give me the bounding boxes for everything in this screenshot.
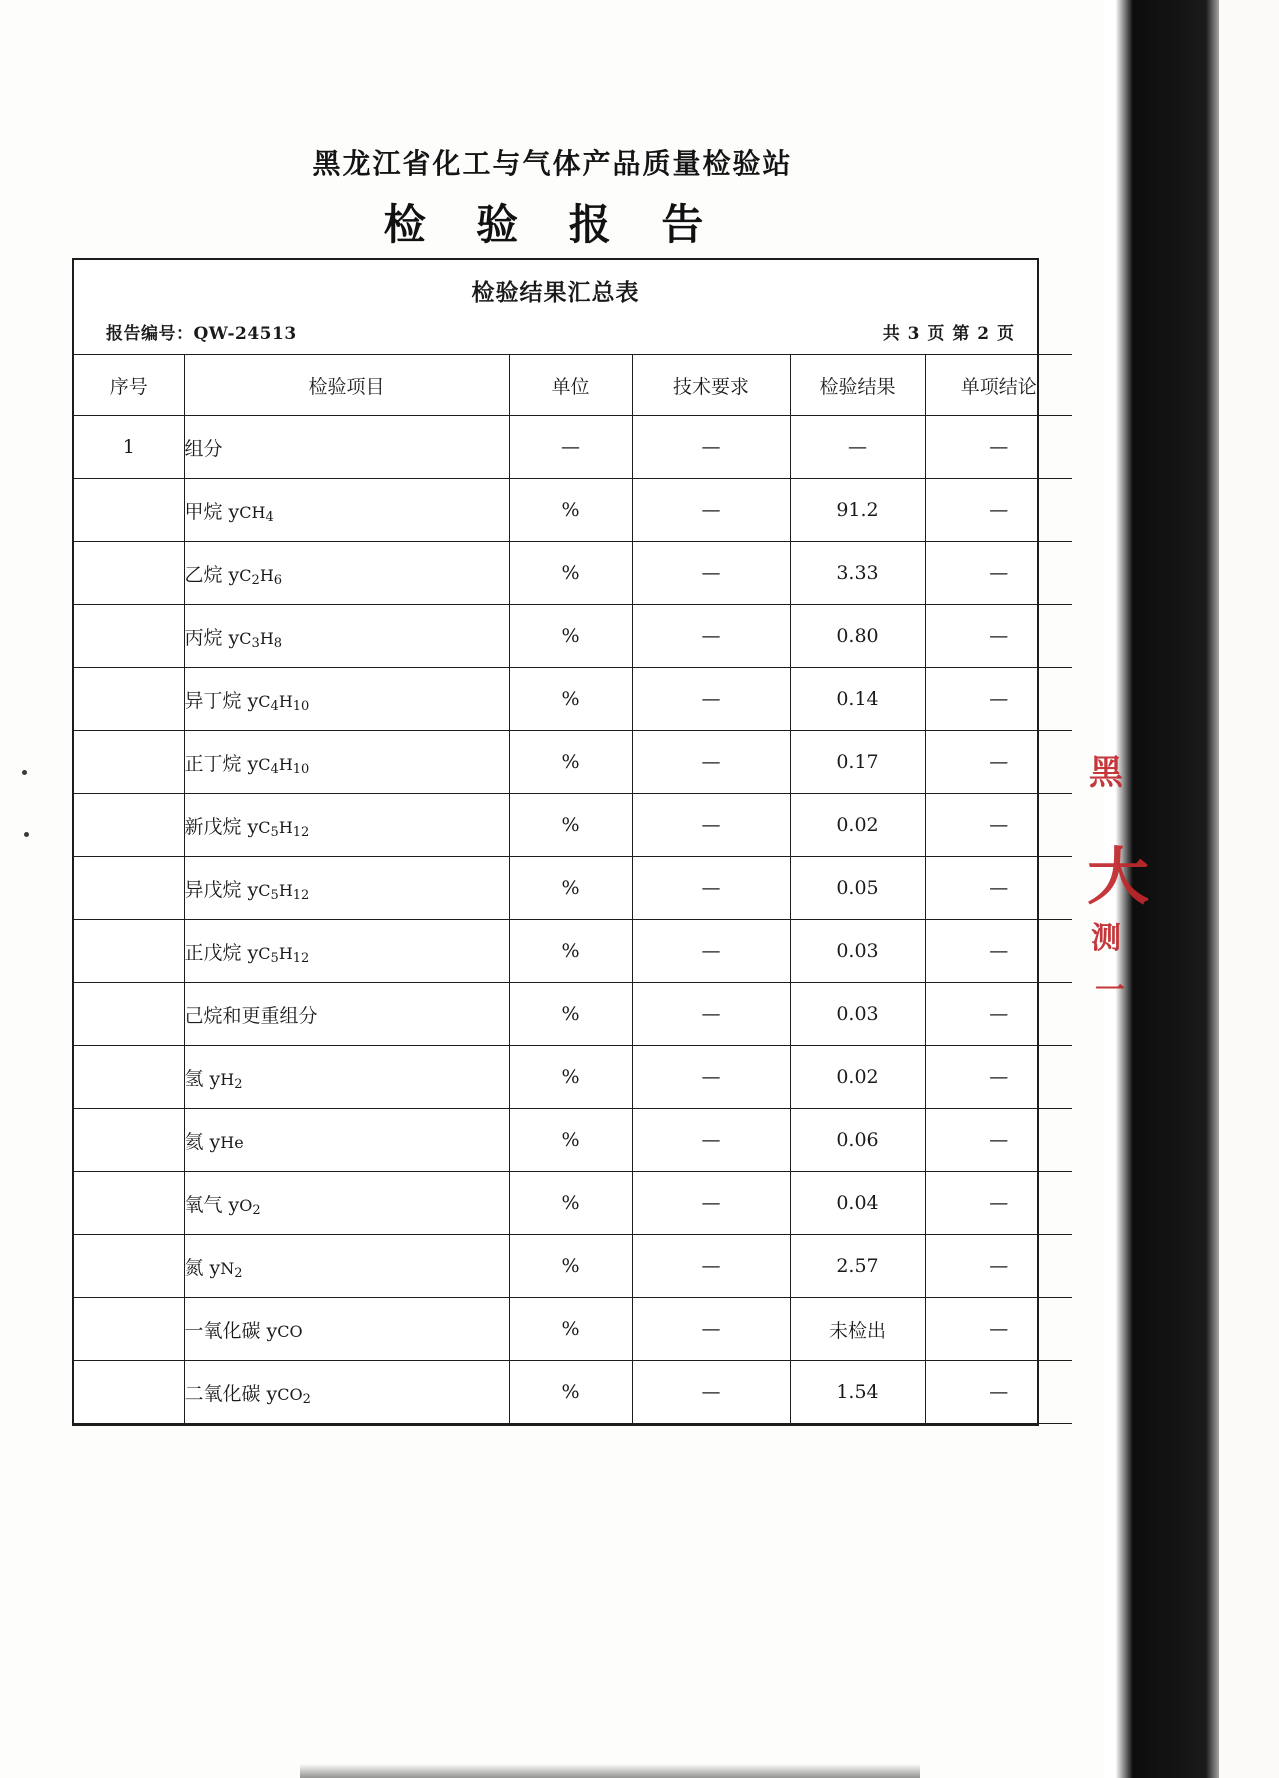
cell-spec: —: [632, 1046, 790, 1109]
column-header-conclusion: 单项结论: [925, 355, 1072, 416]
cell-no: [74, 857, 184, 920]
cell-result: 未检出: [790, 1298, 925, 1361]
cell-conclusion: —: [925, 1298, 1072, 1361]
cell-spec: —: [632, 1109, 790, 1172]
cell-item: 一氧化碳 yCO: [184, 1298, 509, 1361]
table-row: [74, 920, 1072, 983]
cell-item: 氦 yHe: [184, 1109, 509, 1172]
cell-unit: %: [509, 920, 632, 983]
cell-unit: %: [509, 1172, 632, 1235]
column-header-no: 序号: [74, 355, 184, 416]
report-number-label: 报告编号：: [106, 324, 194, 344]
cell-no: 1: [74, 416, 184, 479]
report-meta: [74, 317, 1037, 354]
cell-result: 0.03: [790, 983, 925, 1046]
table-row: [74, 1235, 1072, 1298]
cell-no: [74, 479, 184, 542]
cell-unit: %: [509, 983, 632, 1046]
cell-item: 氧气 $yO_2$: [184, 1172, 509, 1235]
table-row: [74, 1361, 1072, 1424]
document-title: 检 验 报 告: [383, 200, 722, 249]
results-table: [74, 354, 1072, 1424]
table-row: [74, 668, 1072, 731]
cell-result: 1.54: [790, 1361, 925, 1424]
cell-conclusion: —: [925, 1235, 1072, 1298]
cell-no: [74, 1046, 184, 1109]
cell-spec: —: [632, 1361, 790, 1424]
cell-conclusion: —: [925, 605, 1072, 668]
cell-no: [74, 794, 184, 857]
report-number-value: QW-24513: [193, 324, 297, 344]
cell-conclusion: —: [925, 668, 1072, 731]
cell-unit: %: [509, 1361, 632, 1424]
report-table-frame: [72, 258, 1039, 1426]
cell-no: [74, 1298, 184, 1361]
cell-no: [74, 1235, 184, 1298]
cell-conclusion: —: [925, 794, 1072, 857]
cell-unit: %: [509, 605, 632, 668]
cell-result: 0.04: [790, 1172, 925, 1235]
table-row: [74, 857, 1072, 920]
cell-no: [74, 731, 184, 794]
cell-conclusion: —: [925, 1109, 1072, 1172]
table-row: [74, 794, 1072, 857]
cell-conclusion: —: [925, 416, 1072, 479]
cell-spec: —: [632, 479, 790, 542]
cell-item: 异戊烷 $yC_5H_{12}$: [184, 857, 509, 920]
table-row: [74, 416, 1072, 479]
cell-item: 己烷和更重组分: [184, 983, 509, 1046]
table-row: [74, 1298, 1072, 1361]
cell-result: 0.06: [790, 1109, 925, 1172]
cell-no: [74, 920, 184, 983]
column-header-result: 检验结果: [790, 355, 925, 416]
cell-item: 正丁烷 $yC_4H_{10}$: [184, 731, 509, 794]
seal-glyph: 测: [1091, 921, 1121, 956]
table-row: [74, 605, 1072, 668]
cell-unit: %: [509, 1235, 632, 1298]
cell-item: 异丁烷 $yC_4H_{10}$: [184, 668, 509, 731]
column-header-unit: 单位: [509, 355, 632, 416]
cell-item: 甲烷 yCH$_4$: [184, 479, 509, 542]
scan-artifact-dot: [24, 832, 29, 837]
cell-no: [74, 542, 184, 605]
cell-spec: —: [632, 857, 790, 920]
cell-item: 氮 $yN_2$: [184, 1235, 509, 1298]
cell-spec: —: [632, 1298, 790, 1361]
seal-glyph: 大: [1087, 840, 1150, 913]
report-number: [106, 319, 297, 344]
scan-bottom-shadow: [300, 1764, 920, 1778]
cell-unit: %: [509, 1109, 632, 1172]
cell-result: 0.03: [790, 920, 925, 983]
cell-result: 91.2: [790, 479, 925, 542]
scan-edge-highlight: [1219, 0, 1279, 1778]
cell-no: [74, 605, 184, 668]
seal-glyph: 黑: [1089, 753, 1123, 793]
table-body: [74, 416, 1072, 1424]
cell-conclusion: —: [925, 542, 1072, 605]
cell-conclusion: —: [925, 920, 1072, 983]
column-header-item: 检验项目: [184, 355, 509, 416]
cell-spec: —: [632, 731, 790, 794]
cell-no: [74, 1361, 184, 1424]
cell-result: 0.17: [790, 731, 925, 794]
cell-unit: —: [509, 416, 632, 479]
cell-spec: —: [632, 605, 790, 668]
cell-result: 0.02: [790, 794, 925, 857]
cell-spec: —: [632, 542, 790, 605]
cell-no: [74, 1109, 184, 1172]
page-info: 共 3 页 第 2 页: [882, 324, 1015, 344]
table-row: [74, 542, 1072, 605]
cell-item: 新戊烷 $yC_5H_{12}$: [184, 794, 509, 857]
cell-conclusion: —: [925, 983, 1072, 1046]
cell-result: 3.33: [790, 542, 925, 605]
cell-item: 二氧化碳 yCO$_2$: [184, 1361, 509, 1424]
cell-unit: %: [509, 542, 632, 605]
cell-unit: %: [509, 731, 632, 794]
cell-no: [74, 1172, 184, 1235]
cell-conclusion: —: [925, 1046, 1072, 1109]
cell-unit: %: [509, 668, 632, 731]
cell-result: 0.80: [790, 605, 925, 668]
table-title: 检验结果汇总表: [471, 279, 640, 306]
table-row: [74, 1046, 1072, 1109]
cell-conclusion: —: [925, 479, 1072, 542]
cell-unit: %: [509, 857, 632, 920]
cell-result: 0.14: [790, 668, 925, 731]
cell-spec: —: [632, 416, 790, 479]
cell-item: 乙烷 $yC_2H_6$: [184, 542, 509, 605]
table-header-row: [74, 355, 1072, 416]
cell-result: —: [790, 416, 925, 479]
cell-unit: %: [509, 794, 632, 857]
cell-no: [74, 983, 184, 1046]
table-row: [74, 731, 1072, 794]
table-row: [74, 1172, 1072, 1235]
scan-artifact-dot: [22, 770, 27, 775]
cell-no: [74, 668, 184, 731]
cell-result: 2.57: [790, 1235, 925, 1298]
table-row: [74, 479, 1072, 542]
cell-spec: —: [632, 983, 790, 1046]
cell-unit: %: [509, 1046, 632, 1109]
cell-conclusion: —: [925, 731, 1072, 794]
seal-glyph: 一: [1095, 973, 1125, 1008]
cell-conclusion: —: [925, 1172, 1072, 1235]
cell-unit: %: [509, 1298, 632, 1361]
cell-spec: —: [632, 1235, 790, 1298]
cell-spec: —: [632, 1172, 790, 1235]
cell-spec: —: [632, 920, 790, 983]
cell-spec: —: [632, 668, 790, 731]
table-row: [74, 1109, 1072, 1172]
cell-item: 氢 $yH_2$: [184, 1046, 509, 1109]
issuing-organization: 黑龙江省化工与气体产品质量检验站: [312, 147, 793, 180]
cell-result: 0.02: [790, 1046, 925, 1109]
table-row: [74, 983, 1072, 1046]
cell-item: 组分: [184, 416, 509, 479]
cell-item: 丙烷 $yC_3H_8$: [184, 605, 509, 668]
cell-conclusion: —: [925, 1361, 1072, 1424]
cell-spec: —: [632, 794, 790, 857]
cell-unit: %: [509, 479, 632, 542]
cell-conclusion: —: [925, 857, 1072, 920]
cell-item: 正戊烷 $yC_5H_{12}$: [184, 920, 509, 983]
scan-dark-edge: [1105, 0, 1279, 1778]
cell-result: 0.05: [790, 857, 925, 920]
column-header-spec: 技术要求: [632, 355, 790, 416]
